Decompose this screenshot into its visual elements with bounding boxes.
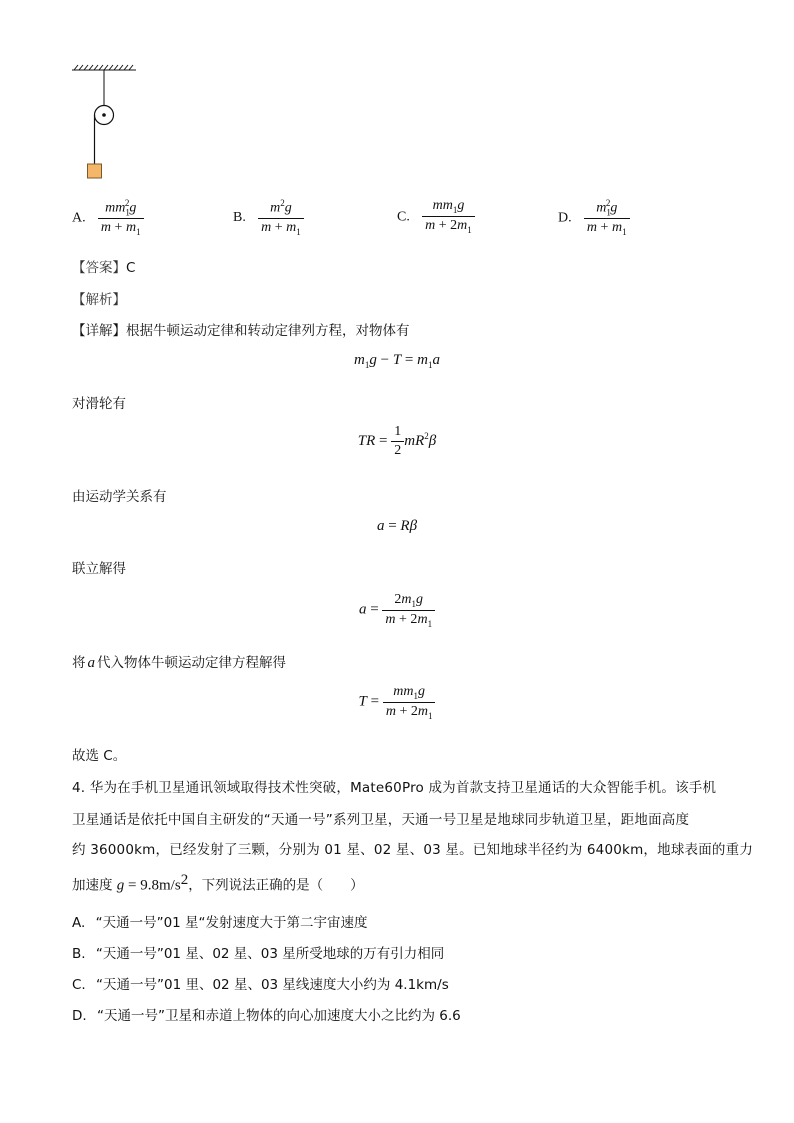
option-a-label: A. — [72, 210, 86, 226]
q4-option-d-text: “天通一号”卫星和赤道上物体的向心加速度大小之比约为 6.6 — [96, 1008, 461, 1024]
q4-option-a-label: A. — [72, 915, 86, 931]
analysis-tag: 【解析】 — [72, 292, 126, 308]
option-b-formula: $\frac{m^2g}{m + m_1}$ — [258, 198, 304, 236]
option-d-formula: $\frac{m_1^2g}{m + m_1}$ — [584, 198, 630, 237]
q4-line4-post: ，下列说法正确的是（ ） — [188, 877, 364, 894]
equation-kinematics: a = Rβ — [376, 518, 418, 534]
option-d-label: D. — [558, 210, 572, 226]
pulley-diagram — [68, 62, 148, 187]
detail-intro: 【详解】根据牛顿运动定律和转动定律列方程，对物体有 — [72, 323, 410, 339]
pulley-text: 对滑轮有 — [72, 396, 126, 412]
substitute-text — [72, 651, 286, 672]
kinematics-text: 由运动学关系有 — [72, 489, 167, 505]
q4-option-c[interactable] — [72, 973, 449, 993]
conclusion: 故选 C。 — [72, 748, 127, 764]
substitute-pre: 将 — [72, 655, 86, 671]
hanging-block — [88, 164, 102, 178]
equation-pulley: TR = $\frac{1}{2}$ $mR^2\beta$ — [357, 424, 437, 458]
answer-tag: 【答案】 — [72, 260, 126, 276]
option-c-formula: $\frac{mm_1g}{m + 2m_1}$ — [422, 198, 475, 235]
q4-line2: 卫星通话是依托中国自主研发的“天通一号”系列卫星，天通一号卫星是地球同步轨道卫星，距地面高度 — [72, 812, 690, 828]
equation-acceleration: a = $\frac{2m_1g}{m + 2m_1}$ — [0, 592, 794, 629]
q4-line3: 约 36000km，已经发射了三颗，分别为 01 星、02 星、03 星。已知地球半径约为 6400km，地球表面的重力 — [72, 842, 754, 858]
q4-option-b-text: “天通一号”01 星、02 星、03 星所受地球的万有引力相同 — [95, 946, 445, 962]
option-b[interactable] — [233, 198, 304, 236]
substitute-post: 代入物体牛顿运动定律方程解得 — [97, 655, 286, 671]
q4-g: g — [116, 877, 125, 894]
q4-g-value: = 9.8m/s — [124, 877, 181, 894]
substitute-var: a — [87, 655, 95, 671]
q4-option-a-text: “天通一号”01 星“发射速度大于第二宇宙速度 — [95, 915, 368, 931]
q4-option-a[interactable] — [72, 911, 368, 931]
option-a[interactable] — [72, 198, 144, 237]
q4-option-c-text: “天通一号”01 里、02 星、03 星线速度大小约为 4.1km/s — [96, 977, 449, 993]
equation-tension: T = $\frac{mm_1g}{m + 2m_1}$ — [0, 684, 794, 721]
option-a-formula: $\frac{mm_1^2g}{m + m_1}$ — [98, 198, 144, 237]
solve-text: 联立解得 — [72, 561, 126, 577]
option-c[interactable] — [397, 198, 475, 235]
q4-option-c-label: C. — [72, 977, 86, 993]
option-d[interactable] — [558, 198, 630, 237]
q4-option-d-label: D. — [72, 1008, 87, 1024]
q4-option-b-label: B. — [72, 946, 86, 962]
equation-object: $m_1g - T = m_1a$ — [354, 352, 440, 370]
ceiling-support — [72, 65, 136, 106]
q4-option-d[interactable] — [72, 1004, 461, 1024]
answer-line — [72, 256, 135, 276]
q4-option-b[interactable] — [72, 942, 444, 962]
q4-line4-pre: 加速度 — [72, 877, 113, 894]
option-c-label: C. — [397, 209, 410, 225]
q4-line1: 4. 华为在手机卫星通讯领域取得技术性突破，Mate60Pro 成为首款支持卫星通话的大众智能手机。该手机 — [72, 780, 717, 796]
answer-value: C — [126, 260, 136, 276]
pulley-axle — [102, 113, 106, 117]
option-b-label: B. — [233, 210, 246, 226]
q4-line4: 加速度 $g = 9.8m/s^2$，下列说法正确的是（ ） — [72, 872, 364, 894]
